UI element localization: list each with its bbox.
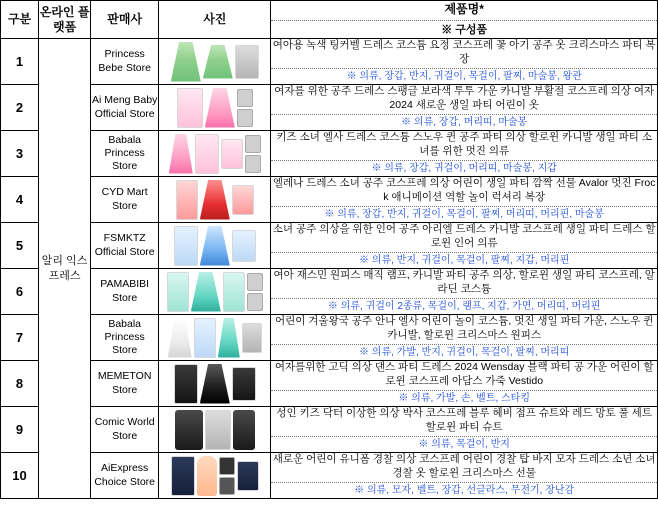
product-components: ※ 의류, 장갑, 반지, 귀걸이, 목걸이, 팔찌, 머리띠, 머리핀, 마술봉 (271, 206, 657, 222)
product-name-cell (271, 407, 658, 453)
row-number: 7 (1, 315, 39, 361)
product-photo (159, 131, 271, 177)
product-name-cell (271, 85, 658, 131)
seller-name: Ai Meng Baby Official Store (91, 85, 159, 131)
column-header-platform: 온라인 플랫폼 (39, 1, 91, 39)
column-header-product-name-main: 제품명* (444, 1, 484, 16)
row-number: 6 (1, 269, 39, 315)
table-row (1, 453, 658, 499)
product-title: 여아 재스민 원피스 매직 램프, 카니발 파티 공주 의상, 할로윈 생일 파티 코스프레, 알라딘 코스튬 (273, 269, 655, 295)
product-title: 여아용 녹색 팅커벨 드레스 코스튬 요정 코스프레 꽃 아기 공주 옷 크리스마스 파티 복장 (272, 39, 656, 65)
product-title: 여자를 위한 공주 드레스 스팽글 보라색 투투 가운 카니발 부활절 코스프레 의상 여자 2024 새로운 생일 파티 어린이 옷 (274, 85, 655, 111)
product-title: 성인 키즈 닥터 이상한 의상 박사 코스프레 블루 헤비 점프 슈트와 레드 망토 풀 세트 할로윈 파티 슈트 (276, 407, 652, 433)
column-header-no: 구분 (1, 1, 39, 39)
seller-name: FSMKTZ Official Store (91, 223, 159, 269)
product-title: 엘레나 드레스 소녀 공주 코스프레 의상 어린이 생일 파티 깜짝 선물 Avalor 멋진 Frock 애니메이션 역할 놀이 럭셔리 복장 (272, 177, 656, 203)
seller-name: Babala Princess Store (91, 315, 159, 361)
row-number: 5 (1, 223, 39, 269)
row-number: 2 (1, 85, 39, 131)
product-name-cell (271, 39, 658, 85)
product-photo (159, 361, 271, 407)
product-components: ※ 의류, 장갑, 머리띠, 마술봉 (271, 114, 657, 130)
product-title: 어린이 겨울왕국 공주 안나 엘사 어린이 놀이 코스튬, 멋진 생일 파티 가운, 스노우 퀸 카니발, 할로윈 크리스마스 원피스 (274, 315, 654, 341)
product-photo (159, 315, 271, 361)
product-components: ※ 의류, 가발, 손, 벨트, 스타킹 (271, 390, 657, 406)
product-photo (159, 223, 271, 269)
table-header (1, 1, 658, 39)
product-components: ※ 의류, 장갑, 반지, 귀걸이, 목걸이, 팔찌, 마술봉, 왕관 (271, 68, 657, 84)
table-row (1, 269, 658, 315)
product-photo (159, 177, 271, 223)
product-components: ※ 의류, 반지, 귀걸이, 목걸이, 팔찌, 지갑, 머리핀 (271, 252, 657, 268)
seller-name: Princess Bebe Store (91, 39, 159, 85)
table-row (1, 223, 658, 269)
seller-name: PAMABIBI Store (91, 269, 159, 315)
row-number: 4 (1, 177, 39, 223)
product-photo (159, 85, 271, 131)
platform-cell: 알리 익스프레스 (39, 39, 91, 499)
row-number: 9 (1, 407, 39, 453)
seller-name: MEMETON Store (91, 361, 159, 407)
row-number: 3 (1, 131, 39, 177)
product-name-cell (271, 361, 658, 407)
product-title: 새로운 어린이 유니폼 경찰 의상 코스프레 어린이 경찰 탑 바지 모자 드레스 소년 소녀 경찰 옷 할로윈 크리스마스 선물 (272, 453, 656, 479)
product-name-cell (271, 453, 658, 499)
product-photo (159, 453, 271, 499)
column-header-components: ※ 구성품 (271, 20, 657, 38)
product-components: ※ 의류, 장갑, 귀걸이, 머리띠, 마술봉, 지갑 (271, 160, 657, 176)
seller-name: CYD Mart Store (91, 177, 159, 223)
product-components: ※ 의류, 가발, 반지, 귀걸이, 목걸이, 팔찌, 머리띠 (271, 344, 657, 360)
seller-name: Babala Princess Store (91, 131, 159, 177)
table-row (1, 85, 658, 131)
column-header-product-name (271, 1, 658, 39)
column-header-photo: 사진 (159, 1, 271, 39)
product-name-cell (271, 177, 658, 223)
table-body (1, 39, 658, 499)
product-title: 소녀 공주 의상을 위한 인어 공주 아리엘 드레스 카니발 코스프레 생일 파티 드레스 할로윈 인어 의류 (272, 223, 656, 249)
product-components: ※ 의류, 모자, 벨트, 장갑, 선글라스, 무전기, 장난감 (271, 482, 657, 498)
product-components: ※ 의류, 목걸이, 반지 (271, 436, 657, 452)
product-components: ※ 의류, 귀걸이 2종류, 목걸이, 램프, 지갑, 가면, 머리띠, 머리핀 (271, 298, 657, 314)
row-number: 10 (1, 453, 39, 499)
table-row (1, 131, 658, 177)
table-row (1, 361, 658, 407)
row-number: 8 (1, 361, 39, 407)
product-title: 키즈 소녀 엘사 드레스 코스튬 스노우 퀸 공주 파티 의상 할로윈 카니발 생일 파티 소녀를 위한 멋진 의류 (276, 131, 652, 157)
seller-name: AiExpress Choice Store (91, 453, 159, 499)
table-row (1, 39, 658, 85)
seller-name: Comic World Store (91, 407, 159, 453)
table-row (1, 315, 658, 361)
product-photo (159, 407, 271, 453)
product-name-cell (271, 315, 658, 361)
product-name-cell (271, 269, 658, 315)
product-photo (159, 39, 271, 85)
row-number: 1 (1, 39, 39, 85)
product-title: 여자를위한 고딕 의상 댄스 파티 드레스 2024 Wensday 블랙 파티 공 가운 어린이 할로윈 코스프레 아담스 가죽 Vestido (274, 361, 654, 387)
table-row (1, 407, 658, 453)
product-photo (159, 269, 271, 315)
product-name-cell (271, 131, 658, 177)
column-header-seller: 판매사 (91, 1, 159, 39)
product-name-cell (271, 223, 658, 269)
table-row (1, 177, 658, 223)
